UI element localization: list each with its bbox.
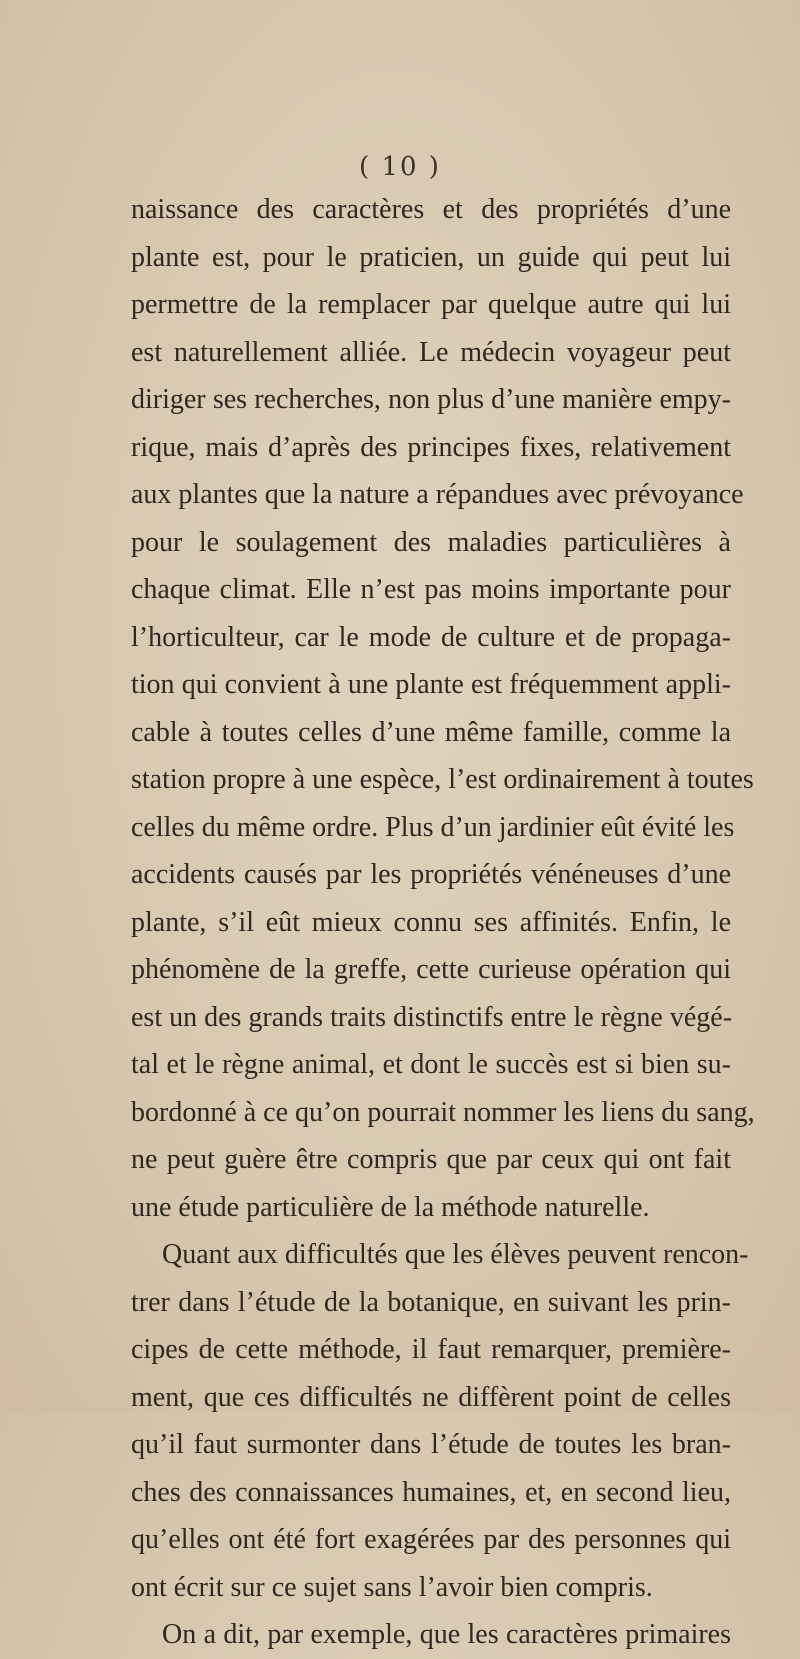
text-line: ment, que ces difficultés ne diffèrent point de celles — [131, 1381, 731, 1413]
text-line: cable à toutes celles d’une même famille, comme la — [131, 716, 731, 748]
text-line: aux plantes que la nature a répandues avec prévoyance — [131, 479, 744, 510]
text-line: naissance des caractères et des propriétés d’une — [131, 194, 731, 225]
text-line: ches des connaissances humaines, et, en second lieu, — [131, 1476, 731, 1508]
text-line: bordonné à ce qu’on pourrait nommer les liens du sang, — [131, 1096, 755, 1128]
text-line: est un des grands traits distinctifs entre le règne végé- — [131, 1001, 733, 1033]
page-number: ( 10 ) — [359, 152, 441, 182]
text-line: chaque climat. Elle n’est pas moins importante pour — [131, 574, 731, 605]
text-line: celles du même ordre. Plus d’un jardinier eût évité les — [131, 811, 735, 843]
text-line: l’horticulteur, car le mode de culture et de propaga- — [131, 621, 731, 653]
text-line: station propre à une espèce, l’est ordinairement à toutes — [131, 764, 754, 795]
paragraph-end-line: une étude particulière de la méthode naturelle. — [131, 1191, 650, 1223]
text-line: qu’il faut surmonter dans l’étude de toutes les bran- — [131, 1429, 731, 1460]
text-line: tal et le règne animal, et dont le succès est si bien su- — [131, 1049, 731, 1080]
text-line: rique, mais d’après des principes fixes, relativement — [131, 431, 731, 463]
text-line: permettre de la remplacer par quelque autre qui lui — [131, 289, 731, 320]
text-line: diriger ses recherches, non plus d’une manière empy- — [131, 384, 731, 415]
text-line: plante est, pour le praticien, un guide qui peut lui — [131, 241, 731, 273]
text-line: tion qui convient à une plante est fréquemment appli- — [131, 669, 731, 700]
text-line: est naturellement alliée. Le médecin voyageur peut — [131, 336, 731, 368]
text-line: ne peut guère être compris que par ceux qui ont fait — [131, 1144, 731, 1175]
text-line: pour le soulagement des maladies particulières à — [131, 526, 731, 558]
paragraph-start-line: Quant aux difficultés que les élèves peuvent rencon- — [162, 1239, 749, 1270]
text-line: phénomène de la greffe, cette curieuse opération qui — [131, 954, 731, 985]
text-line: qu’elles ont été fort exagérées par des personnes qui — [131, 1524, 731, 1555]
text-line: accidents causés par les propriétés vénéneuses d’une — [131, 859, 731, 890]
text-line: cipes de cette méthode, il faut remarquer, première- — [131, 1334, 731, 1365]
paragraph-start-line: On a dit, par exemple, que les caractères primaires — [162, 1619, 731, 1650]
body-text — [131, 186, 755, 1659]
text-line: plante, s’il eût mieux connu ses affinités. Enfin, le — [131, 906, 731, 938]
text-line: trer dans l’étude de la botanique, en suivant les prin- — [131, 1286, 731, 1318]
paragraph-end-line: ont écrit sur ce sujet sans l’avoir bien compris. — [131, 1571, 653, 1603]
